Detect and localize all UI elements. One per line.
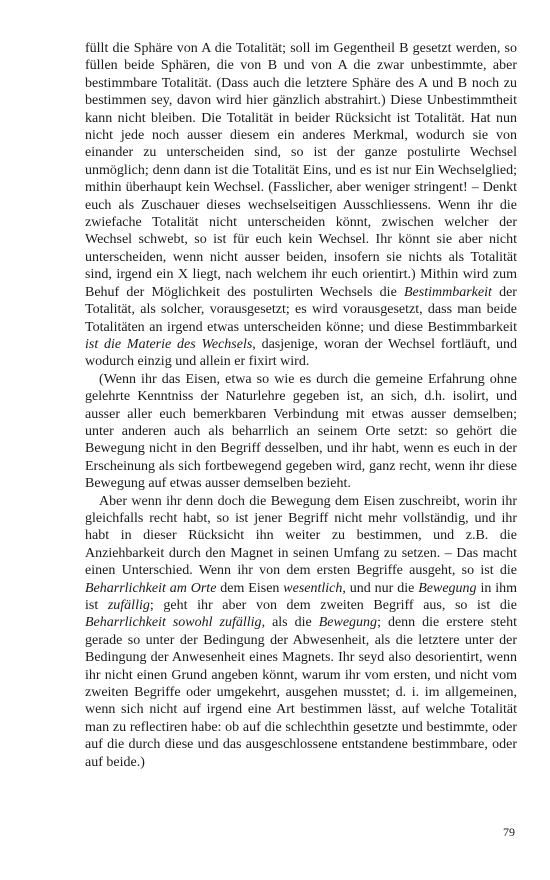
paragraph-3 — [85, 493, 517, 772]
emphasis-text: Beharrlichkeit sowohl zufällig — [85, 615, 262, 631]
emphasis-text: Bewegung — [318, 615, 378, 631]
emphasis-text: wesentlich — [283, 580, 343, 596]
page-number: 79 — [503, 825, 515, 839]
body-text — [85, 40, 517, 771]
paragraph-2 — [85, 371, 517, 493]
text-run: ; denn die erstere steht gerade so unter der Bedingung der Abwesenheit, als die letztere unter der Bedingung der Anwesenheit eines Magnets. Ihr seyd also desorientirt, wenn ihr nicht einen Grund angeben könnt, warum ihr vom ersten, und nicht vom zweiten Begriffe oder umgekehrt, ausgehen musstet; d. i. im allgemeinen, wenn sich nicht auf irgend eine Art bestimmen lässt, auf welche Totalität man zu reflectiren habe: ob auf die schlechthin gesetzte und bestimmte, oder auf die durch diese und das ausgeschlossene entstandene bestimmbare, oder auf beide.) — [85, 615, 518, 770]
text-run: , und nur die — [342, 580, 419, 596]
text-run: , dasjenige, woran der Wechsel fortläuft, und wodurch einzig und allein er fixirt wird. — [85, 336, 517, 370]
paragraph-1 — [85, 40, 517, 371]
text-run: ; geht ihr aber von dem zweiten Begriff aus, so ist die — [149, 598, 517, 613]
text-run: der Totalität, als solcher, vorausgesetzt; es wird vorausgesetzt, dass man beide Totalitäten an irgend etwas unterscheiden könne; und diese Bestimmbarkeit — [85, 284, 517, 335]
emphasis-text: Beharrlichkeit am Orte — [85, 580, 217, 596]
text-run: füllt die Sphäre von A die Totalität; soll im Gegentheil B gesetzt werden, so füllen beide Sphären, die von B und von A die zwar unbestimmte, aber bestimmbare Totalität. (Dass auch die letztere Sphäre des A und B noch zu bestimmen sey, davon wird hier gänzlich abstrahirt.) Diese Unbestimmtheit kann nicht bleiben. Die Totalität in beider Rücksicht ist Totalität. Hat nun nicht jede noch ausser diesem ein anderes Merkmal, wodurch sie von einander zu unterscheiden sind, so ist der ganze postulirte Wechsel unmöglich; denn dann ist die Totalität Eins, und es ist nur Ein Wechselglied; mithin überhaupt kein Wechsel. (Fasslicher, aber weniger stringent! – Denkt euch als Zuschauer dieses wechselseitigen Ausschliessens. Wenn ihr die zwiefache Totalität nicht unterscheiden könnt, zwischen welcher der Wechsel schwebt, so ist für euch kein Wechsel. Ihr könnt sie aber nicht unterscheiden, wenn nicht ausser beiden, insofern sie nichts als Totalität sind, irgend ein X liegt, nach welchem ihr euch orientirt.) Mithin wird zum Behuf der Möglichkeit des postulirten Wechsels die — [85, 41, 517, 300]
text-run: dem Eisen — [216, 580, 284, 596]
emphasis-text: ist die Materie des Wechsels — [85, 336, 253, 352]
emphasis-text: Bewegung — [418, 580, 477, 596]
text-run: in ihm ist — [85, 580, 518, 613]
emphasis-text: zufällig — [107, 598, 150, 613]
text-run: (Wenn ihr das Eisen, etwa so wie es durch die gemeine Erfahrung ohne gelehrte Kenntniss der Naturlehre gegeben ist, an sich, d.h. isolirt, und ausser aller euch bemerkbaren Verbindung mit etwas ausser demselben; unter anderen auch als beharrlich an seinem Orte setzt: so gehört die Bewegung nicht in den Begriff desselben, und ihr habt, wenn es euch in der Erscheinung als sich fortbewegend gegeben wird, ganz recht, wenn ihr diese Bewegung auf etwas ausser demselben bezieht. — [85, 371, 517, 492]
text-run: , als die — [261, 615, 319, 631]
text-run: Aber wenn ihr denn doch die Bewegung dem Eisen zuschreibt, worin ihr gleichfalls recht habt, so ist jener Begriff nicht mehr vollständig, und ihr habt in dieser Rücksicht ihn weiter zu bestimmen, und z.B. die Anziehbarkeit durch den Magnet in seinen Umfang zu setzen. – Das macht einen Unterschied. Wenn ihr von dem ersten Begriffe ausgeht, so ist die — [85, 493, 517, 579]
emphasis-text: Bestimmbarkeit — [404, 284, 492, 300]
